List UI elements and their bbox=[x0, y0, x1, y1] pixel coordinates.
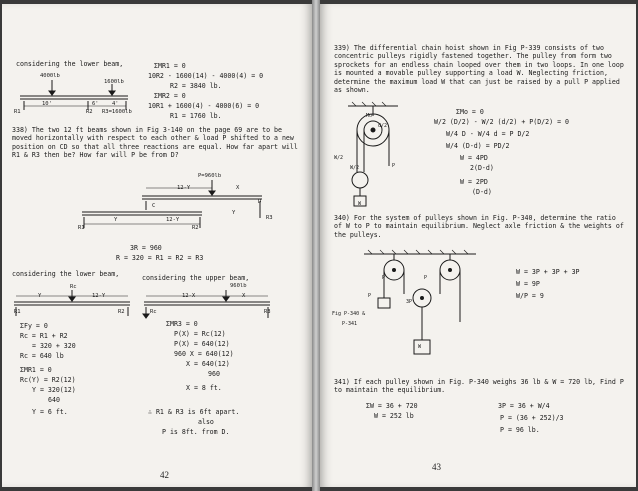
fbd-lower-beam bbox=[12, 288, 132, 318]
beam1-dim-10: 10' bbox=[42, 101, 52, 107]
lower-beam-heading: considering the lower beam, bbox=[16, 60, 124, 68]
lower-beam-heading-2: considering the lower beam, bbox=[12, 270, 120, 278]
eq-r: R = 320 = R1 = R2 = R3 bbox=[116, 254, 204, 262]
page-number-left: 42 bbox=[160, 470, 169, 480]
beam1-react-r1: R1 bbox=[14, 109, 21, 115]
fig2-load-p: P=960lb bbox=[198, 173, 222, 179]
beam1-dim-4: 4' bbox=[112, 101, 119, 107]
beam1-react-r3: R3=1600lb bbox=[102, 109, 132, 115]
right-page: 339) The differential chain hoist shown in Fig P-339 consists of two concentric pulleys rigidly fastened together. The pulley from form two sprockets for an endless chain looped over them in two loops. In one loop is mounted a movable pulley supporting a load W. Neglecting friction, determine the maximum load W that can just be raised by a pull P applied as shown. Mo d/2 W/2 W/2 P W ΣMo = 0 W/2 (D/2) - W/2 (d/2) + P(D/2) = 0 W/4 D - W/4 d = P D/2 W/4 (D-d) = PD/2 W = 4PD 2(D-d) W = 2PD (D-d) 340) For the system of pulleys shown in Fig. P-340, determine the ratio of W to P to maintain equilibrium. Neglect axle friction & the weights of the pulleys. P P 3P P W Fig P-340 & P-341 W = 3P + 3P + 3P W = 9P W/P = 9 341) If each pulley shown in Fig. P-340 weighs 36 lb & W = 720 lb, Find P to maintain the equilibrium. ΣW = 36 + 720 W = 252 lb 3P = 36 + W/4 P = (36 + 252)/3 P = 96 lb. 43 bbox=[320, 4, 636, 487]
upper-beam-heading: considering the upper beam, bbox=[142, 274, 250, 282]
fbd-upper-beam bbox=[142, 288, 272, 320]
problem-338-text: 338) The two 12 ft beams shown in Fig 3-140 on the page 69 are to be moved horizontally with respect to each other & load P shifted to a new position on CD so that all three reactions are equal. How far apart will R1 & R3 then be? How far will P be from D? bbox=[12, 126, 298, 160]
fig340-caption: Fig P-340 & bbox=[332, 311, 366, 317]
chain-hoist-diagram bbox=[338, 100, 418, 210]
problem-340-text: 340) For the system of pulleys shown in Fig. P-340, determine the ratio of W to P to maintain equilibrium. Neglect axle friction & the weights of the pulleys. bbox=[334, 214, 624, 239]
page-number-right: 43 bbox=[432, 462, 441, 472]
two-beam-diagram bbox=[72, 180, 272, 240]
beam1-react-r2: R2 bbox=[86, 109, 93, 115]
fig340-caption-2: P-341 bbox=[342, 321, 358, 327]
book-spine bbox=[312, 0, 320, 491]
eq-3r: 3R = 960 bbox=[130, 244, 162, 252]
beam1-dim-6: 6' bbox=[92, 101, 99, 107]
beam1-load-4000: 4000lb bbox=[40, 73, 60, 79]
beam1-load-1600: 1600lb bbox=[104, 79, 124, 85]
left-page: considering the lower beam, 4000lb 1600lb 10' 6' 4' R1 R2 R3=1600lb ΣMR1 = 0 10R2 - 1600(14) - 4000(4) = 0 R2 = 3840 lb. ΣMR2 = 0 10R1 + 1600(4) - 4000(6) = 0 R1 = 1760 lb. 338) The two 12 ft beams shown in Fig 3-140 on the page 69 are to be moved horizontally with respect to each other & load P shifted to a new position on CD so that all three reactions are equal. How far apart will R1 & R3 then be? How far will P be from D? P=960lb 12-Y 12-Y Y Y X C D R1 R2 R3 3R = 960 R = 320 = R1 = R2 = R3 considering the lower beam, considering the upper beam, Rc Y 12-Y R1 R2 960lb 12-X X Rc R3 ΣFy = 0 Rc = R1 + R2 = 320 + 320 Rc = 640 lb ΣMR1 = 0 Rc(Y) = R2(12) Y = 320(12) 640 Y = 6 ft. ΣMR3 = 0 P(X) = Rc(12) P(X) = 640(12) 960 X = 640(12) X = 640(12) 960 X = 8 ft. ∴ R1 & R3 is 6ft apart. also P is 8ft. from D. 42 bbox=[2, 4, 312, 487]
problem-339-text: 339) The differential chain hoist shown in Fig P-339 consists of two concentric pulleys rigidly fastened together. The pulley from form two sprockets for an endless chain looped over them in two loops. In one loop is mounted a movable pulley supporting a load W. Neglecting friction, determine the maximum load W that can just be raised by a pull P applied as shown. bbox=[334, 44, 624, 95]
problem-341-text: 341) If each pulley shown in Fig. P-340 weighs 36 lb & W = 720 lb, Find P to maintain the equilibrium. bbox=[334, 378, 624, 395]
